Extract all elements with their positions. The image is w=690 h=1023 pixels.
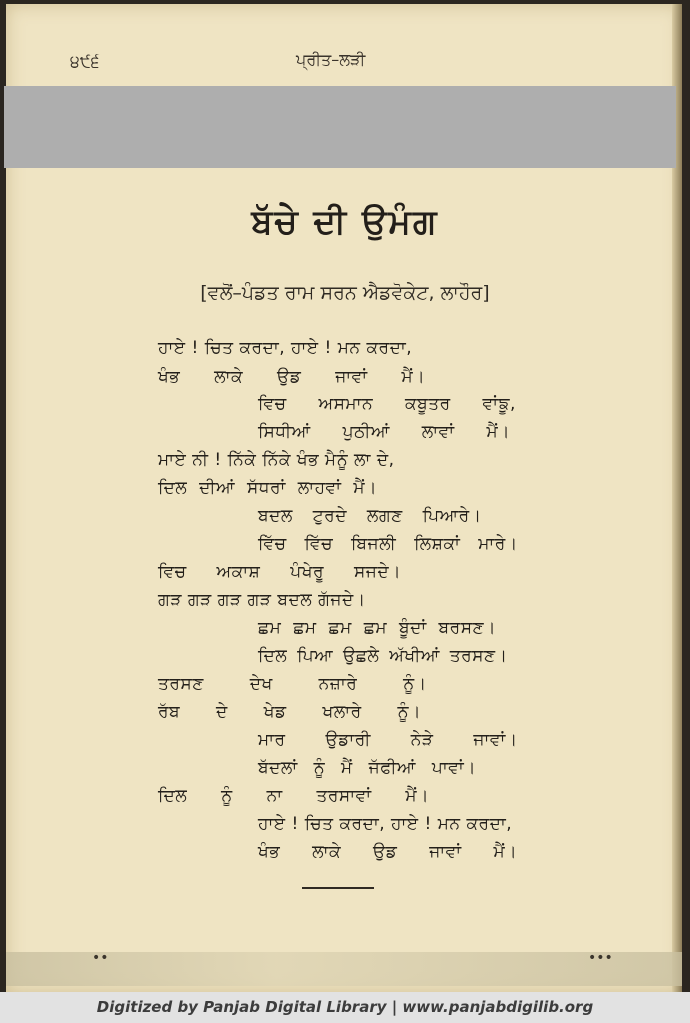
poem-line: ਛਮ ਛਮ ਛਮ ਛਮ ਬੂੰਦਾਂ ਬਰਸਣ।	[258, 618, 497, 638]
poem-line: ਵਿਚ ਅਕਾਸ਼ ਪੰਖੇਰੂ ਸਜਦੇ।	[158, 562, 402, 582]
poem-line: ਬੱਦਲਾਂ ਨੂੰ ਮੈਂ ਜੱਫੀਆਂ ਪਾਵਾਂ।	[258, 758, 477, 778]
poem-byline: [ਵਲੋਂ–ਪੰਡਤ ਰਾਮ ਸਰਨ ਐਡਵੋਕੇਟ, ਲਾਹੌਰ]	[200, 282, 490, 304]
poem-line: ਖੰਭ ਲਾਕੇ ਉਡ ਜਾਵਾਂ ਮੈਂ।	[258, 842, 518, 862]
poem-line: ਮਾਰ ਉਡਾਰੀ ਨੇੜੇ ਜਾਵਾਂ।	[258, 730, 518, 750]
poem-line: ਗੜ ਗੜ ਗੜ ਗੜ ਬਦਲ ਗੱਜਦੇ।	[158, 590, 366, 610]
footer-mark-left: ••	[92, 950, 109, 966]
footer-mark-right: •••	[588, 950, 613, 966]
poem-line: ਬਦਲ ਟੁਰਦੇ ਲਗਣ ਪਿਆਰੇ।	[258, 506, 482, 526]
running-header: ਪ੍ਰੀਤ–ਲੜੀ	[296, 50, 366, 69]
poem-title: ਬੱਚੇ ਦੀ ਉਮੰਗ	[251, 202, 439, 242]
poem-line: ਦਿਲ ਪਿਆ ਉਛਲੇ ਅੱਖੀਆਂ ਤਰਸਣ।	[258, 646, 508, 666]
poem-line: ਸਿਧੀਆਂ ਪੁਠੀਆਂ ਲਾਵਾਂ ਮੈਂ।	[258, 422, 511, 442]
poem-line: ਦਿਲ ਨੂੰ ਨਾ ਤਰਸਾਵਾਂ ਮੈਂ।	[158, 786, 430, 806]
poem-line: ਹਾਏ ! ਚਿਤ ਕਰਦਾ, ਹਾਏ ! ਮਨ ਕਰਦਾ,	[258, 814, 513, 834]
poem-line: ਤਰਸਣ ਦੇਖ ਨਜ਼ਾਰੇ ਨੂੰ।	[158, 674, 427, 694]
poem-line: ਹਾਏ ! ਚਿਤ ਕਰਦਾ, ਹਾਏ ! ਮਨ ਕਰਦਾ,	[158, 338, 413, 358]
section-divider	[302, 887, 374, 889]
poem-line: ਵਿਚ ਅਸਮਾਨ ਕਬੂਤਰ ਵਾਂਙੂ,	[258, 394, 516, 414]
poem-line: ਵਿੱਚ ਵਿੱਚ ਬਿਜਲੀ ਲਿਸ਼ਕਾਂ ਮਾਰੇ।	[258, 534, 518, 554]
poem-line: ਖੰਭ ਲਾਕੇ ਉਡ ਜਾਵਾਂ ਮੈਂ।	[158, 367, 426, 387]
poem-line: ਰੱਬ ਦੇ ਖੇਡ ਖਲਾਰੇ ਨੂੰ।	[158, 702, 422, 722]
page-number: ੪੯੬	[70, 52, 100, 72]
poem-line: ਮਾਏ ਨੀ ! ਨਿੱਕੇ ਨਿੱਕੇ ਖੰਭ ਮੈਨੂੰ ਲਾ ਦੇ,	[158, 450, 395, 470]
digitization-watermark: Digitized by Panjab Digital Library | www.panjabdigilib.org	[0, 992, 690, 1023]
poem-line: ਦਿਲ ਦੀਆਂ ਸੱਧਰਾਂ ਲਾਹਵਾਂ ਮੈਂ।	[158, 478, 378, 498]
